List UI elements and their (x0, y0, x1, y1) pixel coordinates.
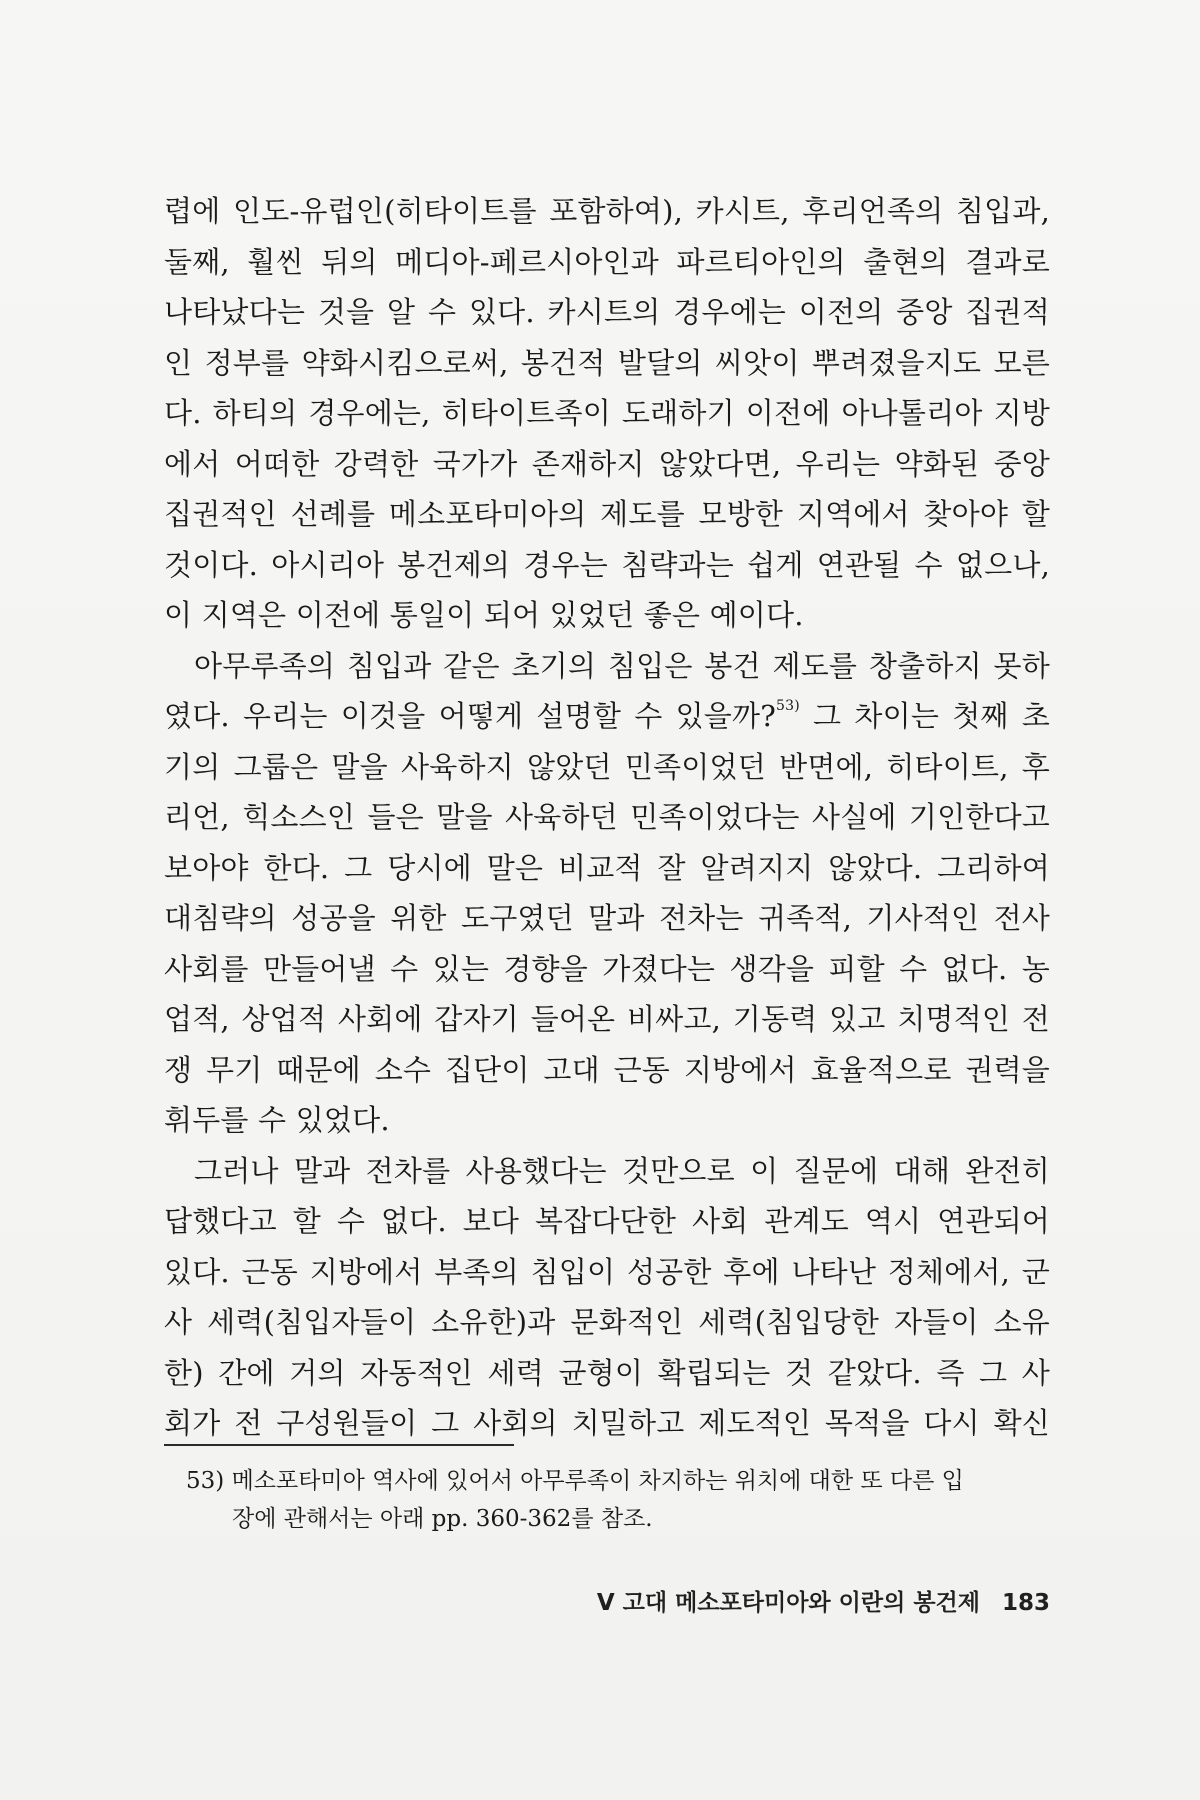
footnote-text-1: 메소포타미아 역사에 있어서 아무루족이 차지하는 위치에 대한 또 다른 입 (231, 1468, 964, 1494)
footnote-divider (164, 1444, 514, 1446)
footnote-line-2: 장에 관해서는 아래 pp. 360-362를 참조. (232, 1506, 653, 1532)
page-number: 183 (1001, 1590, 1050, 1616)
text-line-content: 다. 하티의 경우에는, 히타이트족이 도래하기 이전에 아나톨리아 지방 (164, 396, 1050, 430)
text-line (164, 388, 1050, 439)
text-line (164, 1398, 1050, 1449)
text-line-content: 아무루족의 침입과 같은 초기의 침입은 봉건 제도를 창출하지 못하 (194, 648, 1050, 683)
text-line (164, 540, 1050, 591)
text-line-content: 한) 간에 거의 자동적인 세력 균형이 확립되는 것 같았다. 즉 그 사 (164, 1355, 1050, 1390)
text-line-content: 둘째, 훨씬 뒤의 메디아-페르시아인과 파르티아인의 출현의 결과로 (164, 244, 1050, 279)
text-line (164, 1348, 1050, 1399)
text-line-content: 업적, 상업적 사회에 갑자기 들어온 비싸고, 기동력 있고 치명적인 전 (164, 1002, 1050, 1036)
text-line-content: 리언, 힉소스인 들은 말을 사육하던 민족이었다는 사실에 기인한다고 (164, 800, 1050, 834)
text-line (164, 691, 1050, 742)
text-line (164, 590, 1050, 641)
chapter-title: V 고대 메소포타미아와 이란의 봉건제 (596, 1590, 980, 1616)
text-line (164, 1146, 1050, 1197)
text-line (164, 489, 1050, 540)
text-line (164, 893, 1050, 944)
text-line (164, 994, 1050, 1045)
text-line-content: 있다. 근동 지방에서 부족의 침입이 성공한 후에 나타난 정체에서, 군 (164, 1254, 1050, 1289)
text-line-content: 그러나 말과 전차를 사용했다는 것만으로 이 질문에 대해 완전히 (194, 1153, 1050, 1188)
text-line (164, 1196, 1050, 1247)
text-line-content: 답했다고 할 수 없다. 보다 복잡다단한 사회 관계도 역시 연관되어 (164, 1204, 1050, 1238)
text-line-content: 였다. 우리는 이것을 어떻게 설명할 수 있을까? (164, 699, 776, 733)
text-line-content: 사회를 만들어낼 수 있는 경향을 가졌다는 생각을 피할 수 없다. 농 (164, 951, 1050, 986)
text-line (164, 338, 1050, 389)
text-line-content: 인 정부를 약화시킴으로써, 봉건적 발달의 씨앗이 뿌려졌을지도 모른 (164, 345, 1050, 380)
footnote (186, 1462, 1050, 1538)
text-line-content: 나타났다는 것을 알 수 있다. 카시트의 경우에는 이전의 중앙 집권적 (164, 295, 1050, 329)
footnote-reference[interactable]: 53) (775, 698, 800, 714)
text-line (164, 1095, 1050, 1146)
text-line (164, 792, 1050, 843)
footnote-marker: 53) (186, 1468, 225, 1494)
running-footer (597, 1584, 1050, 1617)
text-line-content: 기의 그룹은 말을 사육하지 않았던 민족이었던 반면에, 히타이트, 후 (164, 749, 1050, 784)
text-line-content: 휘두를 수 있었다. (164, 1103, 390, 1137)
text-line-content: 사 세력(침입자들이 소유한)과 문화적인 세력(침입당한 자들이 소유 (164, 1305, 1050, 1339)
footnote-line-1 (186, 1462, 1050, 1500)
text-line-content: 대침략의 성공을 위한 도구였던 말과 전차는 귀족적, 기사적인 전사 (164, 901, 1050, 935)
text-line (164, 186, 1050, 237)
body-text (164, 186, 1050, 1449)
text-line-content: 보아야 한다. 그 당시에 말은 비교적 잘 알려지지 않았다. 그리하여 (164, 850, 1050, 885)
text-line (164, 237, 1050, 288)
text-line (164, 843, 1050, 894)
text-line-content: 회가 전 구성원들이 그 사회의 치밀하고 제도적인 목적을 다시 확신 (164, 1406, 1050, 1440)
text-line-content: 렵에 인도-유럽인(히타이트를 포함하여), 카시트, 후리언족의 침입과, (164, 194, 1050, 228)
text-line (164, 641, 1050, 692)
text-line (164, 1297, 1050, 1348)
text-line-content: 것이다. 아시리아 봉건제의 경우는 침략과는 쉽게 연관될 수 없으나, (164, 547, 1050, 582)
text-line (164, 1247, 1050, 1298)
text-line-content: 집권적인 선례를 메소포타미아의 제도를 모방한 지역에서 찾아야 할 (164, 497, 1050, 531)
text-line (164, 742, 1050, 793)
text-line (164, 944, 1050, 995)
text-line-continuation: 그 차이는 첫째 초 (799, 699, 1051, 733)
text-line (164, 287, 1050, 338)
text-line-content: 에서 어떠한 강력한 국가가 존재하지 않았다면, 우리는 약화된 중앙 (164, 446, 1050, 481)
text-line-content: 이 지역은 이전에 통일이 되어 있었던 좋은 예이다. (164, 598, 804, 632)
text-line (164, 439, 1050, 490)
text-line-content: 쟁 무기 때문에 소수 집단이 고대 근동 지방에서 효율적으로 권력을 (164, 1052, 1050, 1087)
text-line (164, 1045, 1050, 1096)
